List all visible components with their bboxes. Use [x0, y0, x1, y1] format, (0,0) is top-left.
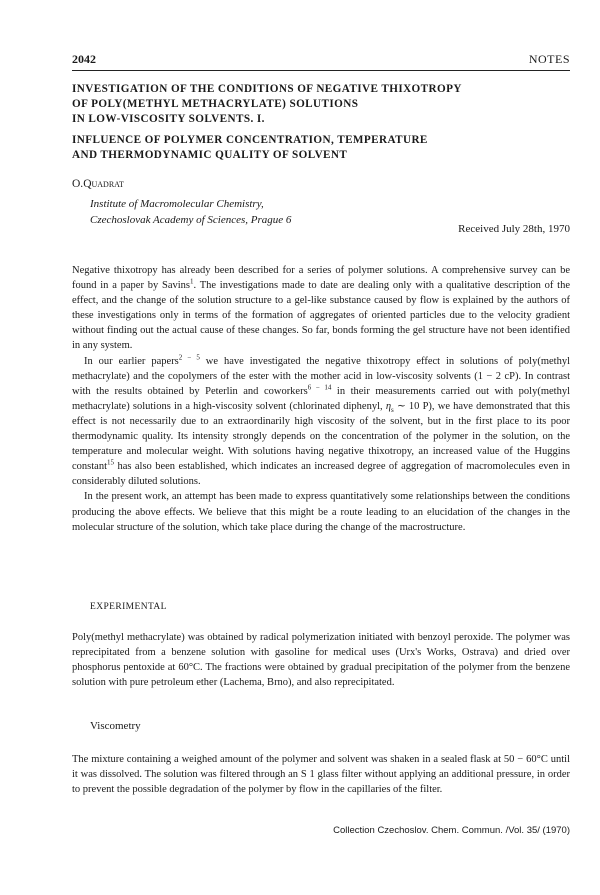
- experimental-paragraph: Poly(methyl methacrylate) was obtained by radical polymerization initiated with benzoyl peroxide. The polymer was reprecipitated from a benzene solution with gasoline for medical uses (Urx's Works, Ostrava) and dried over phosphorus pentoxide at 60°C. The fractions were obtained by gradual precipitation of the polymer from the benzene solution with pure petroleum ether (Lachema, Brno), and also reprecipitated.: [72, 632, 570, 689]
- reference-superscript: 1: [190, 277, 194, 286]
- experimental-section: [72, 630, 570, 690]
- text-run: Negative thixotropy has already been described for a series of polymer solutions. A comprehensive survey can be found in a paper by Savins: [72, 265, 570, 292]
- author-name: [72, 178, 124, 190]
- affiliation-line-1: Institute of Macromolecular Chemistry,: [90, 198, 264, 210]
- title-line-3: IN LOW-VISCOSITY SOLVENTS. I.: [72, 113, 265, 125]
- text-run: in their measurements carried out with poly(methyl methacrylate) solutions in a high-viscosity solvent (chlorinated diphenyl,: [72, 385, 570, 412]
- page-number: 2042: [72, 52, 96, 66]
- section-label: NOTES: [528, 52, 570, 66]
- header-rule: [72, 70, 570, 71]
- intro-section: [72, 263, 570, 535]
- text-run: . The investigations made to date are dealing only with a qualitative description of the effect, and the change of the solution structure to a gel-like substance caused by flow is explained by the authors of these investigations only in terms of the formation of aggregates of oriented particles due to the velocity gradient without finding out the actual cause of these changes. So far, bonds forming the gel structure have not been identified in any system.: [72, 280, 570, 352]
- journal-footer: Collection Czechoslov. Chem. Commun. /Vol. 35/ (1970): [333, 825, 570, 836]
- reference-superscript: 2 − 5: [178, 353, 200, 362]
- reference-superscript: 15: [107, 458, 114, 467]
- affiliation: [90, 196, 291, 228]
- received-date: Received July 28th, 1970: [458, 223, 570, 235]
- text-run: ∼ 10 P), we have demonstrated that this effect is not necessarily due to an extraordinarily high viscosity of the solvent, but in the first place to its poor thermodynamic quality. Its intensity strongly depends on the concentration of the polymer in the solution, on the temperature and molecular weight. With solutions having negative thixotropy, an increased value of the Huggins constant: [72, 400, 570, 473]
- viscometry-section: [72, 752, 570, 797]
- running-header: [72, 52, 570, 67]
- author-initial: O.: [72, 178, 84, 190]
- text-run: we have investigated the negative thixotropy effect in solutions of poly(methyl methacrylate) and the copolymers of the ester with the mother acid in low-viscosity solvents (1 − 2 cP). In contrast with the results obtained by Peterlin and coworkers: [72, 355, 570, 397]
- reference-superscript: 6 − 14: [307, 383, 332, 392]
- experimental-heading: EXPERIMENTAL: [90, 602, 167, 612]
- intro-paragraph-2: [72, 354, 570, 490]
- title-line-2: OF POLY(METHYL METHACRYLATE) SOLUTIONS: [72, 98, 359, 110]
- article-title: [72, 82, 552, 163]
- subtitle-line-1: INFLUENCE OF POLYMER CONCENTRATION, TEMPERATURE: [72, 134, 428, 146]
- viscometry-paragraph: The mixture containing a weighed amount of the polymer and solvent was shaken in a sealed flask at 50 − 60°C until it was dissolved. The solution was filtered through an S 1 glass filter without applying an additional pressure, in order to prevent the possible degradation of the polymer by flow in the capillaries of the filter.: [72, 754, 570, 796]
- eta-symbol: η: [385, 400, 392, 412]
- intro-paragraph-3: In the present work, an attempt has been made to express quantitatively some relationships between the conditions producing the above effects. We believe that this might be a route leading to an elucidation of the changes in the molecular structure of the solution, which take place during the change of the macrostructure.: [72, 491, 570, 533]
- viscometry-heading: Viscometry: [90, 720, 141, 732]
- eta-subscript: s: [391, 405, 394, 414]
- text-run: has also been established, which indicates an increased degree of aggregation of macromolecules even in considerably diluted solutions.: [72, 461, 570, 488]
- affiliation-line-2: Czechoslovak Academy of Sciences, Prague 6: [90, 214, 292, 226]
- subtitle-line-2: AND THERMODYNAMIC QUALITY OF SOLVENT: [72, 149, 348, 161]
- title-line-1: INVESTIGATION OF THE CONDITIONS OF NEGATIVE THIXOTROPY: [72, 83, 462, 95]
- author-surname: Quadrat: [83, 178, 124, 190]
- intro-paragraph-1: [72, 263, 570, 354]
- text-run: In our earlier papers: [84, 355, 179, 367]
